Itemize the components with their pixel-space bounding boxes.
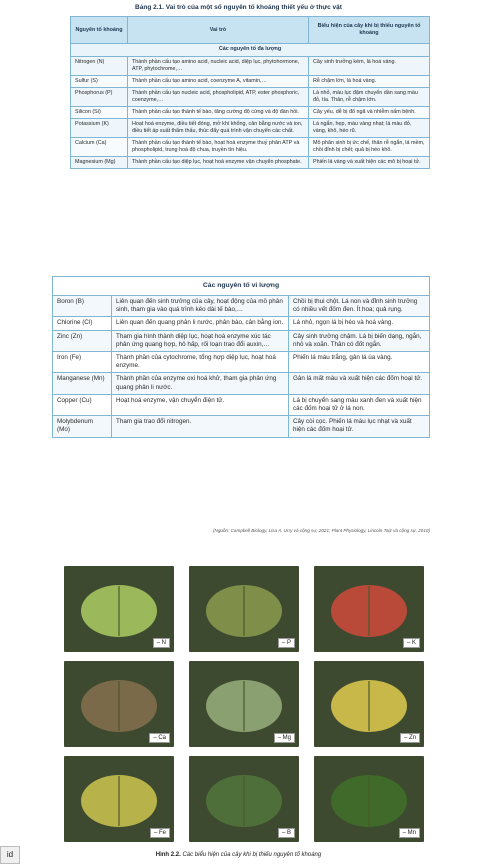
photo-ca-deficiency: [64, 661, 174, 747]
photo-label: – N: [153, 638, 170, 648]
symptom-cell: Lá ngắn, hẹp, màu vàng nhạt; lá màu đỏ, vàng, khô, héo rũ.: [309, 119, 430, 138]
photo-label: – Fe: [150, 828, 170, 838]
table-row: [53, 330, 430, 351]
element-cell: Phosphorus (P): [71, 88, 128, 107]
element-cell: Iron (Fe): [53, 352, 112, 373]
role-cell: Tham gia trao đổi nitrogen.: [112, 416, 289, 437]
table-row: [53, 296, 430, 317]
table-row: [53, 416, 430, 437]
table-row: [71, 57, 430, 76]
element-cell: Potassium (K): [71, 119, 128, 138]
header-symptom: Biểu hiện của cây khi bị thiếu nguyên tố khoáng: [309, 17, 430, 44]
header-role: Vai trò: [128, 17, 309, 44]
photo-label: – K: [403, 638, 420, 648]
symptom-cell: Cây còi cọc. Phiến lá màu lục nhạt và xuất hiện các đốm hoại tử.: [289, 416, 430, 437]
element-cell: Boron (B): [53, 296, 112, 317]
role-cell: Thành phần cấu tạo diệp lục, hoạt hoá enzyme vận chuyển phosphate.: [128, 157, 309, 169]
symptom-cell: Chồi bị thui chột. Lá non và đỉnh sinh trưởng có nhiều vết đốm đen. Ít hoa; quả rụng.: [289, 296, 430, 317]
photo-mn-deficiency: [314, 756, 424, 842]
element-cell: Chlorine (Cl): [53, 317, 112, 330]
symptom-cell: Cây sinh trưởng kém, lá hoá vàng.: [309, 57, 430, 76]
table-row: [71, 138, 430, 157]
table-row: [53, 317, 430, 330]
role-cell: Thành phần cấu tạo nucleic acid, phospholipid, ATP, ester phosphoric, coenzyme,…: [128, 88, 309, 107]
photo-p-deficiency: [189, 566, 299, 652]
photo-fe-deficiency: [64, 756, 174, 842]
macro-elements-table: [70, 16, 430, 169]
symptom-cell: Mô phân sinh bị ức chế, thân rễ ngắn, lá mềm, chồi đỉnh bị chết; quả bị héo khô.: [309, 138, 430, 157]
table-row: [71, 76, 430, 88]
element-cell: Nitrogen (N): [71, 57, 128, 76]
photo-n-deficiency: [64, 566, 174, 652]
symptom-cell: Lá nhỏ, màu lục đậm chuyển dần sang màu đỏ, tía. Thân, rễ chậm lớn.: [309, 88, 430, 107]
symptom-cell: Cây sinh trưởng chậm. Lá bị biến dạng, ngắn, nhỏ và xoăn. Thân có đốt ngắn.: [289, 330, 430, 351]
element-cell: Copper (Cu): [53, 394, 112, 415]
micro-elements-table: [52, 276, 430, 438]
element-cell: Molybdenum (Mo): [53, 416, 112, 437]
role-cell: Thành phần cấu tạo amino acid, coenzyme A, vitamin,…: [128, 76, 309, 88]
symptom-cell: Gân lá mất màu và xuất hiện các đốm hoại tử.: [289, 373, 430, 394]
photo-label: – Ca: [149, 733, 170, 743]
table-row: [53, 373, 430, 394]
table-row: [53, 394, 430, 415]
element-cell: Silicon (Si): [71, 107, 128, 119]
photo-label: – P: [278, 638, 295, 648]
role-cell: Liên quan đến sinh trưởng của cây, hoạt động của mô phân sinh, tham gia vào quá trình kéo dài tế bào,…: [112, 296, 289, 317]
photo-label: – B: [278, 828, 295, 838]
corner-tab[interactable]: id: [0, 846, 20, 864]
role-cell: Thành phần cấu tạo thành tế bào, tăng cường độ cứng và độ đàn hồi.: [128, 107, 309, 119]
photo-mg-deficiency: [189, 661, 299, 747]
role-cell: Thành phần cấu tạo amino acid, nucleic acid, diệp lục, phytohormone, ATP, phytochrome,…: [128, 57, 309, 76]
photo-label: – Mn: [399, 828, 420, 838]
symptom-cell: Lá bị chuyển sang màu xanh đen và xuất hiện các đốm hoại tử ở lá non.: [289, 394, 430, 415]
role-cell: Tham gia hình thành diệp lục, hoạt hoá enzyme xúc tác phản ứng quang hợp, hô hấp, rối loạn trao đổi auxin,…: [112, 330, 289, 351]
photo-k-deficiency: [314, 566, 424, 652]
table-header-row: [71, 17, 430, 44]
symptom-cell: Rễ chậm lớn, lá hoá vàng.: [309, 76, 430, 88]
role-cell: Thành phần của cytochrome, tổng hợp diệp lục, hoạt hoá enzyme.: [112, 352, 289, 373]
figure-caption: [0, 852, 477, 858]
symptom-cell: Phiến lá vàng và xuất hiện các mô bị hoại tử.: [309, 157, 430, 169]
element-cell: Zinc (Zn): [53, 330, 112, 351]
figure-caption-text: Các biểu hiện của cây khi bị thiếu nguyên tố khoáng: [182, 852, 322, 858]
role-cell: Hoạt hoá enzyme, điều tiết đóng, mở khí khổng, cân bằng nước và ion, điều tiết áp suất thẩm thấu, thúc đẩy quá trình vận chuyển các chất.: [128, 119, 309, 138]
role-cell: Thành phần của enzyme oxi hoá khử, tham gia phản ứng quang phân li nước.: [112, 373, 289, 394]
element-cell: Manganese (Mn): [53, 373, 112, 394]
header-element: Nguyên tố khoáng: [71, 17, 128, 44]
photo-label: – Mg: [274, 733, 295, 743]
table-row: [71, 119, 430, 138]
symptom-cell: Phiến lá màu trắng, gân lá úa vàng.: [289, 352, 430, 373]
table-row: [71, 107, 430, 119]
table-title: Bảng 2.1. Vai trò của một số nguyên tố khoáng thiết yếu ở thực vật: [135, 4, 342, 11]
table-source-note: (Nguồn: Campbell Biology, Lisa A. Urry và cộng sự, 2021; Plant Physiology, Lincoln Taiz và cộng sự, 2010): [213, 528, 430, 533]
role-cell: Hoạt hoá enzyme, vận chuyển điện tử.: [112, 394, 289, 415]
table-row: [53, 352, 430, 373]
section-micro: Các nguyên tố vi lượng: [53, 277, 430, 296]
figure-caption-number: Hình 2.2.: [155, 852, 181, 858]
symptom-cell: Lá nhỏ, ngọn lá bị héo và hoá vàng.: [289, 317, 430, 330]
role-cell: Liên quan đến quang phân li nước, phân bào, cân bằng ion.: [112, 317, 289, 330]
table-row: [71, 157, 430, 169]
element-cell: Magnesium (Mg): [71, 157, 128, 169]
element-cell: Calcium (Ca): [71, 138, 128, 157]
table-row: [71, 88, 430, 107]
element-cell: Sulfur (S): [71, 76, 128, 88]
photo-label: – Zn: [400, 733, 420, 743]
section-macro: Các nguyên tố đa lượng: [71, 44, 430, 57]
photo-zn-deficiency: [314, 661, 424, 747]
role-cell: Thành phần cấu tạo thành tế bào, hoạt hoá enzyme thuỷ phân ATP và phospholipid, trung hoà độ chua, truyền tín hiệu.: [128, 138, 309, 157]
photo-b-deficiency: [189, 756, 299, 842]
symptom-cell: Cây yếu, dễ bị đổ ngã và nhiễm nấm bệnh.: [309, 107, 430, 119]
